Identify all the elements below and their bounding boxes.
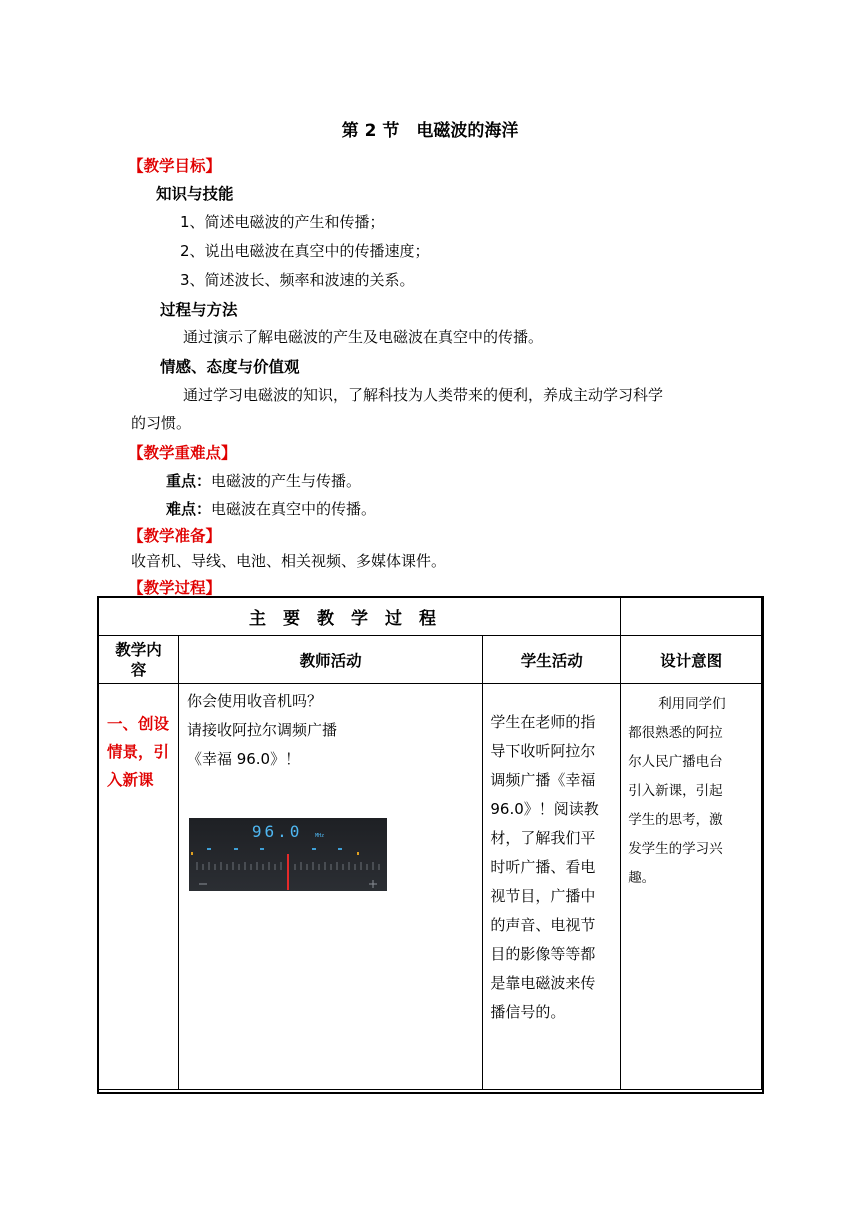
emotion-values-text-cont: 的习惯。 xyxy=(131,414,192,432)
dial-right-marker xyxy=(357,852,359,855)
teacher-line: 请接收阿拉尔调频广播 xyxy=(186,721,337,739)
design-line: 趣。 xyxy=(628,870,656,886)
dial-markers xyxy=(207,848,342,850)
key-points-heading: 【教学重难点】 xyxy=(128,444,237,462)
content-line: 情景，引 xyxy=(107,743,170,761)
student-line: 学生在老师的指 xyxy=(490,713,596,731)
teacher-line: 你会使用收音机吗？ xyxy=(186,692,322,710)
knowledge-item: 2、说出电磁波在真空中的传播速度； xyxy=(180,242,430,260)
design-line: 都很熟悉的阿拉 xyxy=(628,725,723,741)
student-line: 是靠电磁波来传 xyxy=(490,974,596,992)
content-text xyxy=(99,684,178,794)
col-header-design: 设计意图 xyxy=(621,636,762,684)
student-line: 播信号的。 xyxy=(490,1003,566,1021)
student-line: 的声音、电视节 xyxy=(490,916,596,934)
process-method-text: 通过演示了解电磁波的产生及电磁波在真空中的传播。 xyxy=(183,328,544,346)
emotion-values-text: 通过学习电磁波的知识，了解科技为人类带来的便利，养成主动学习科学 xyxy=(183,386,664,404)
teacher-line: 《幸福 96.0》！ xyxy=(186,750,301,768)
student-activity-text xyxy=(483,684,620,1027)
design-intent-text xyxy=(621,684,761,893)
design-line: 尔人民广播电台 xyxy=(628,754,723,770)
radio-frequency-value: 96.0 xyxy=(251,822,303,841)
knowledge-item: 1、简述电磁波的产生和传播； xyxy=(180,213,385,231)
student-activity-cell xyxy=(483,684,621,1090)
student-line: 调频广播《幸福 xyxy=(490,771,596,789)
knowledge-item: 3、简述波长、频率和波速的关系。 xyxy=(180,271,415,289)
process-method-heading: 过程与方法 xyxy=(160,301,238,319)
difficult-point-label: 难点： xyxy=(166,500,212,518)
col-header-teacher: 教师活动 xyxy=(178,636,482,684)
radio-frequency-unit: MHz xyxy=(315,833,325,839)
key-point-text: 电磁波的产生与传播。 xyxy=(211,472,362,490)
emotion-values-heading: 情感、态度与价值观 xyxy=(160,358,300,376)
design-line: 发学生的学习兴 xyxy=(628,841,723,857)
radio-tuner-image xyxy=(189,818,387,891)
teacher-activity-text xyxy=(179,684,482,774)
content-line: 入新课 xyxy=(107,771,154,789)
preparation-heading: 【教学准备】 xyxy=(128,527,222,545)
content-line: 一、创设 xyxy=(107,715,170,733)
difficult-point-text: 电磁波在真空中的传播。 xyxy=(211,500,377,518)
student-line: 导下收听阿拉尔 xyxy=(490,742,596,760)
design-line: 利用同学们 xyxy=(658,696,726,712)
student-line: 材，了解我们平 xyxy=(490,829,596,847)
student-line: 96.0》！阅读教 xyxy=(490,800,599,818)
teaching-process-heading: 【教学过程】 xyxy=(128,579,222,597)
student-line: 目的影像等等都 xyxy=(490,945,596,963)
design-intent-cell xyxy=(621,684,762,1090)
col-header-content-label: 教学内容 xyxy=(115,640,162,679)
radio-dial-scale xyxy=(189,818,387,891)
page-title: 第 2 节 电磁波的海洋 xyxy=(341,121,519,141)
col-header-content xyxy=(99,636,179,684)
teaching-goals-heading: 【教学目标】 xyxy=(128,157,222,175)
knowledge-skills-heading: 知识与技能 xyxy=(156,185,234,203)
student-line: 时听广播、看电 xyxy=(490,858,596,876)
dial-left-marker xyxy=(191,852,193,855)
key-point xyxy=(166,470,361,491)
table-title: 主 要 教 学 过 程 xyxy=(99,598,621,636)
design-line: 引入新课，引起 xyxy=(628,783,723,799)
student-line: 视节目，广播中 xyxy=(490,887,596,905)
key-point-label: 重点： xyxy=(166,472,212,490)
design-line: 学生的思考，激 xyxy=(628,812,723,828)
content-cell xyxy=(99,684,179,1090)
table-title-empty-cell xyxy=(621,598,762,636)
difficult-point xyxy=(166,498,376,519)
col-header-student: 学生活动 xyxy=(483,636,621,684)
preparation-text: 收音机、导线、电池、相关视频、多媒体课件。 xyxy=(131,552,447,570)
